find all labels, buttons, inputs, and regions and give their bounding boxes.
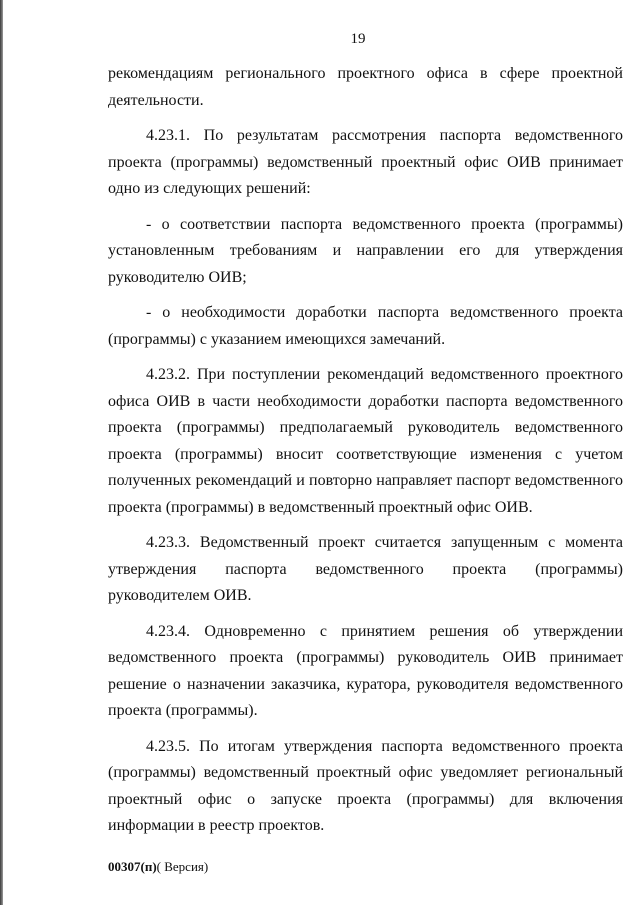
list-item-revision: - о необходимости доработки паспорта ведомственного проекта (программы) с указанием имеющихся замечаний. [108,304,623,348]
paragraph-4-23-2: 4.23.2. При поступлении рекомендаций ведомственного проектного офиса ОИВ в части необходимости доработки паспорта ведомственного проекта (программы) предполагаемый руководитель ведомственного проекта (программы) вносит соответствующие изменения с учетом полученных рекомендаций и повторно направляет паспорт ведомственного проекта (программы) в ведомственный проектный офис ОИВ. [108,366,623,516]
paragraph-4-23-5: 4.23.5. По итогам утверждения паспорта ведомственного проекта (программы) ведомственный проектный офис уведомляет региональный проектный офис о запуске проекта (программы) для включения информации в реестр проектов. [108,737,623,834]
document-body [108,61,623,849]
paragraph-continuation: рекомендациям регионального проектного офиса в сфере проектной деятельности. [108,65,623,109]
paragraph-4-23-3: 4.23.3. Ведомственный проект считается запущенным с момента утверждения паспорта ведомственного проекта (программы) руководителем ОИВ. [108,534,623,604]
document-footer [108,859,208,875]
paragraph-4-23-4: 4.23.4. Одновременно с принятием решения об утверждении ведомственного проекта (программы) руководитель ОИВ принимает решение о назначении заказчика, куратора, руководителя ведомственного проекта (программы). [108,622,623,719]
scan-edge [0,0,3,905]
document-code: 00307(п) [108,859,157,874]
list-item-compliance: - о соответствии паспорта ведомственного проекта (программы) установленным требованиям и направлении его для утверждения руководителю ОИВ; [108,215,623,286]
page-number: 19 [350,31,366,47]
paragraph-4-23-1: 4.23.1. По результатам рассмотрения паспорта ведомственного проекта (программы) ведомственный проектный офис ОИВ принимает одно из следующих решений: [108,127,623,197]
document-version: ( Версия) [156,859,209,874]
